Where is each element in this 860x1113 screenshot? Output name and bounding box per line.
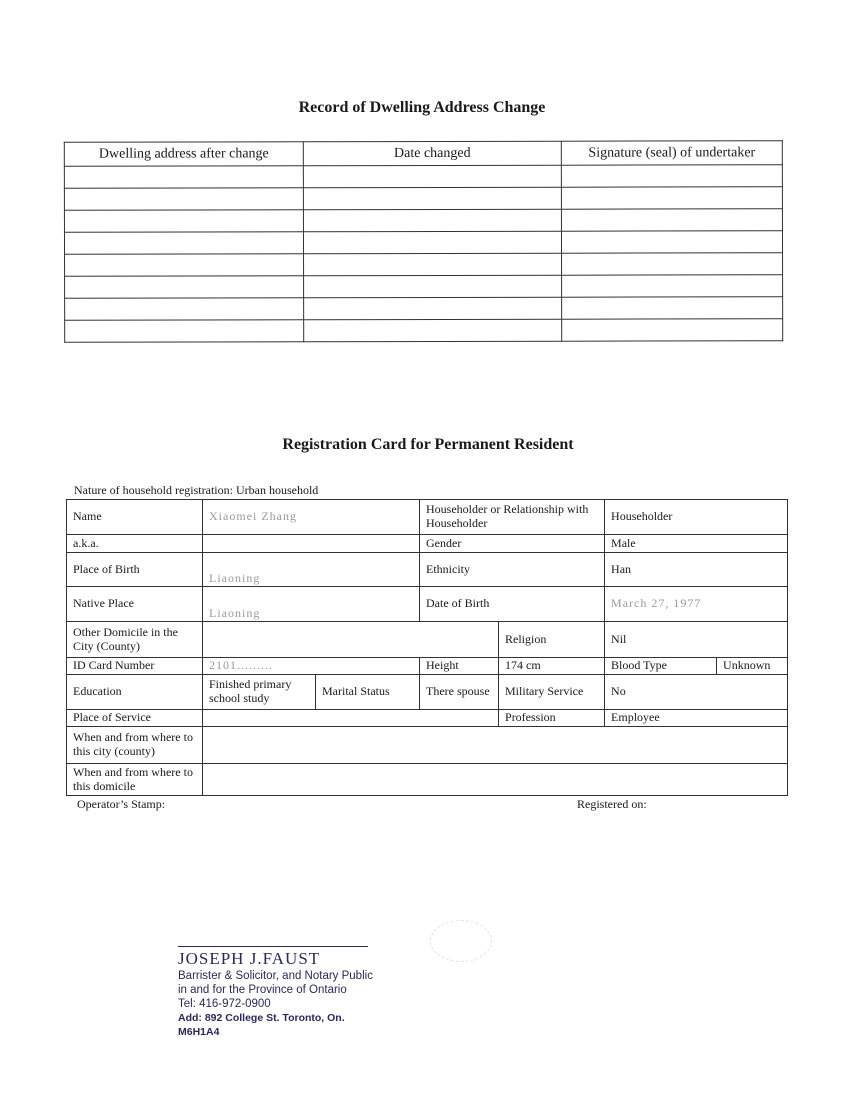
value-profession: Employee <box>605 710 788 727</box>
empty-cell <box>304 275 562 298</box>
label-marital-status: Marital Status <box>316 675 420 710</box>
empty-cell <box>561 209 782 231</box>
label-education: Education <box>67 675 203 710</box>
registration-card-title: Registration Card for Permanent Resident <box>282 436 574 453</box>
empty-cell <box>64 188 303 211</box>
notary-line1: Barrister & Solicitor, and Notary Public <box>178 970 373 982</box>
stamp-rule <box>178 946 368 947</box>
table-row <box>67 658 788 675</box>
value-military-service: No <box>605 675 788 710</box>
empty-cell <box>64 232 303 255</box>
notary-line2: in and for the Province of Ontario <box>178 984 347 996</box>
table-row <box>65 275 783 299</box>
value-from-city <box>203 727 788 764</box>
value-gender: Male <box>605 535 788 553</box>
table-row <box>67 535 788 553</box>
table-row <box>64 187 782 211</box>
empty-cell <box>65 320 304 343</box>
label-place-of-birth: Place of Birth <box>67 553 203 587</box>
empty-cell <box>561 187 782 209</box>
table-row <box>67 764 788 796</box>
table-row <box>65 297 783 321</box>
value-marital-status: There spouse <box>420 675 499 710</box>
empty-cell <box>304 253 562 276</box>
empty-cell <box>64 166 303 189</box>
value-place-of-service <box>203 710 499 727</box>
value-date-of-birth: March 27, 1977 <box>605 587 788 622</box>
registration-card-table <box>66 499 788 796</box>
label-blood-type: Blood Type <box>605 658 717 675</box>
label-aka: a.k.a. <box>67 535 203 553</box>
empty-cell <box>65 298 304 321</box>
label-native-place: Native Place <box>67 587 203 622</box>
table-row <box>67 500 788 535</box>
notary-name: JOSEPH J.FAUST <box>178 949 321 968</box>
nature-of-registration: Nature of household registration: Urban household <box>74 483 319 497</box>
table-row <box>67 587 788 622</box>
label-place-of-service: Place of Service <box>67 710 203 727</box>
empty-cell <box>303 209 561 232</box>
empty-cell <box>562 319 783 341</box>
table-row <box>67 622 788 658</box>
label-profession: Profession <box>499 710 605 727</box>
table-row <box>67 675 788 710</box>
value-education: Finished primary school study <box>203 675 316 710</box>
header-date-changed: Date changed <box>303 141 561 166</box>
value-religion: Nil <box>605 622 788 658</box>
notary-stamp <box>178 946 378 1039</box>
value-height: 174 cm <box>499 658 605 675</box>
label-date-of-birth: Date of Birth <box>420 587 605 622</box>
table-row <box>65 253 783 277</box>
table-header-row <box>64 141 782 167</box>
label-householder-relation: Householder or Relationship with Householder <box>420 500 605 535</box>
empty-cell <box>562 297 783 319</box>
label-gender: Gender <box>420 535 605 553</box>
notary-address: Add: 892 College St. Toronto, On. M6H1A4 <box>178 1012 345 1038</box>
table-row <box>64 209 782 233</box>
operator-stamp: Operator’s Stamp: <box>77 797 166 811</box>
value-name: Xiaomei Zhang <box>203 500 420 535</box>
label-height: Height <box>420 658 499 675</box>
dwelling-record-title: Record of Dwelling Address Change <box>298 99 546 116</box>
empty-cell <box>562 275 783 297</box>
header-dwelling-address: Dwelling address after change <box>64 142 303 167</box>
value-ethnicity: Han <box>605 553 788 587</box>
empty-cell <box>304 319 562 342</box>
label-from-city: When and from where to this city (county) <box>67 727 203 764</box>
table-row <box>67 710 788 727</box>
table-row <box>64 165 782 189</box>
value-blood-type: Unknown <box>717 658 788 675</box>
value-place-of-birth: Liaoning <box>203 553 420 587</box>
empty-cell <box>304 297 562 320</box>
label-name: Name <box>67 500 203 535</box>
table-row <box>67 553 788 587</box>
label-ethnicity: Ethnicity <box>420 553 605 587</box>
value-from-domicile <box>203 764 788 796</box>
empty-cell <box>561 231 782 253</box>
table-row <box>67 727 788 764</box>
empty-cell <box>64 210 303 233</box>
registered-on: Registered on: <box>577 797 647 811</box>
header-signature: Signature (seal) of undertaker <box>561 141 782 165</box>
label-other-domicile: Other Domicile in the City (County) <box>67 622 203 658</box>
empty-cell <box>561 165 782 187</box>
label-religion: Religion <box>499 622 605 658</box>
empty-cell <box>303 187 561 210</box>
empty-cell <box>65 276 304 299</box>
table-row <box>64 231 782 255</box>
value-id-card: 2101......... <box>203 658 420 675</box>
label-id-card: ID Card Number <box>67 658 203 675</box>
empty-cell <box>562 253 783 275</box>
value-aka <box>203 535 420 553</box>
empty-cell <box>303 231 561 254</box>
value-native-place: Liaoning <box>203 587 420 622</box>
dwelling-change-table <box>64 140 783 343</box>
value-other-domicile <box>203 622 499 658</box>
empty-cell <box>303 165 561 188</box>
label-from-domicile: When and from where to this domicile <box>67 764 203 796</box>
value-householder-relation: Householder <box>605 500 788 535</box>
table-row <box>65 319 783 343</box>
label-military-service: Military Service <box>499 675 605 710</box>
faint-seal-mark <box>430 920 492 962</box>
notary-tel: Tel: 416-972-0900 <box>178 998 271 1010</box>
empty-cell <box>65 254 304 277</box>
